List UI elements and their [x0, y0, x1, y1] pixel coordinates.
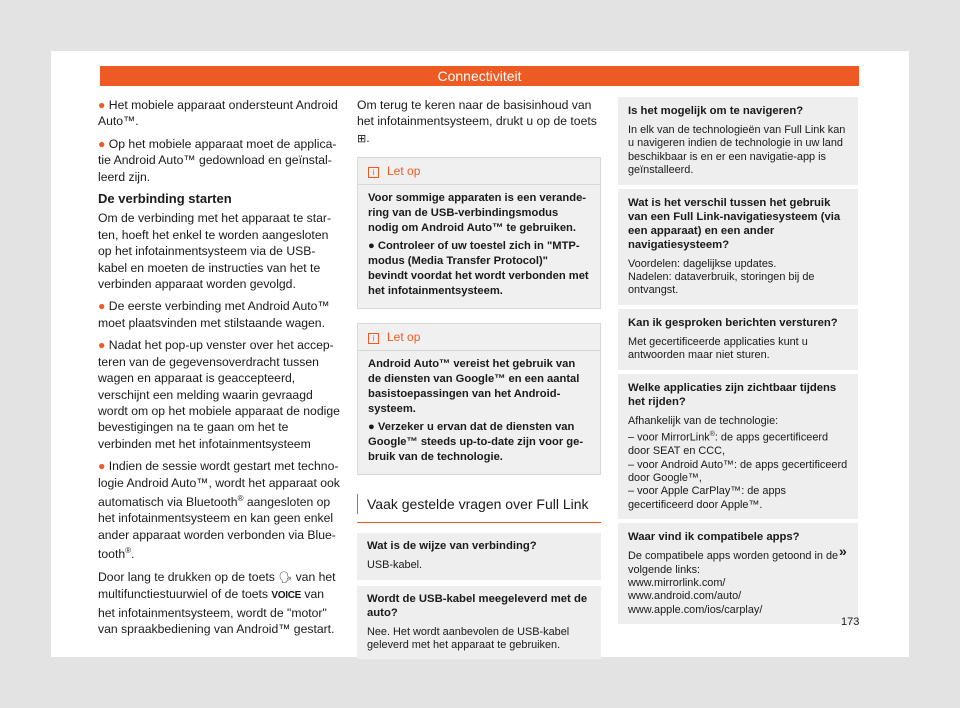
- faq-title-underline: [357, 522, 601, 523]
- faq-title: Vaak gestelde vragen over Full Link: [357, 494, 601, 514]
- paragraph-connect: Om de verbinding met het apparaat te starten, hoeft het enkel te worden aangesloten op het infotainmentsysteem via de USB-kabel en moeten de instructies van het te verbinden apparaat worden gevolgd.: [98, 211, 332, 292]
- faq-item: Wordt de USB-kabel meegeleverd met de auto? Nee. Het wordt aanbevolen de USB-kabel geleverd met het apparaat te gebruiken.: [357, 586, 601, 660]
- note-body: Voor sommige apparaten is een verandering van de USB-verbindingsmodus nodig om Android Auto™ te gebruiken. ● Controleer of uw toestel zich in "MTP-modus (Media Transfer Protocol)" bevindt voordat het wordt verbonden met het infotainmentsysteem.: [368, 192, 589, 298]
- subheading-start-connection: De verbinding starten: [98, 191, 232, 207]
- bullet-popup: ● Nadat het pop-up venster over het accepteren van de gegevensoverdracht tussen wagen en apparaat is geaccepteerd, verschijnt een melding waarin gevraagd wordt om op het mobiele apparaat de nodige bevestigingen na te gaan om het te verbinden met het infotainmentsysteem: [98, 338, 340, 451]
- note-box-usb-mode: [357, 157, 601, 309]
- link-android-auto: www.android.com/auto/: [628, 590, 742, 603]
- manual-page: [51, 51, 909, 657]
- section-header: Connectiviteit: [100, 66, 859, 86]
- bullet-icon: ●: [98, 299, 106, 314]
- bullet-icon: ●: [98, 136, 106, 151]
- voice-key-icon: 🗣: [278, 571, 293, 584]
- info-icon: i: [368, 333, 379, 344]
- continue-arrow: »: [839, 543, 847, 559]
- bullet-app-installed: ● Op het mobiele apparaat moet de applicatie Android Auto™ gedownload en geïnstalleerd zijn.: [98, 136, 337, 184]
- bullet-icon: ●: [98, 459, 106, 474]
- left-column: [98, 97, 340, 643]
- note-header: i Let op: [358, 158, 600, 185]
- note-header: i Let op: [358, 324, 600, 351]
- paragraph-return: Om terug te keren naar de basisinhoud van het infotainmentsysteem, drukt u op de toets ⊞.: [357, 98, 597, 145]
- link-apple-carplay: www.apple.com/ios/carplay/: [628, 603, 763, 616]
- middle-column: [357, 97, 601, 665]
- link-mirrorlink: www.mirrorlink.com/: [628, 576, 726, 589]
- note-body: Android Auto™ vereist het gebruik van de diensten van Google™ en een aantal basistoepassingen van het Android-systeem. ● Verzeker u ervan dat de diensten van Google™ steeds up-to-date zijn voor gebruik van de technologie.: [368, 358, 584, 464]
- right-column: [618, 97, 858, 628]
- bullet-first-connection: ● De eerste verbinding met Android Auto™ moet plaatsvinden met stilstaande wagen.: [98, 299, 330, 330]
- faq-item: Welke applicaties zijn zichtbaar tijdens het rijden? Afhankelijk van de technologie: – voor MirrorLink®: de apps gecertificeerd door SEAT en CCC, – voor Android Auto™: de apps gecertificeerd door Google™, – voor Apple CarPlay™: de apps gecertificeerd door Apple™.: [618, 374, 858, 519]
- bullet-bluetooth: ● Indien de sessie wordt gestart met technologie Android Auto™, wordt het apparaat ook automatisch via Bluetooth® aangesloten op het infotainmentsysteem en kan geen enkel ander apparaat worden verbonden via Bluetooth®.: [98, 459, 340, 562]
- faq-item: Wat is de wijze van verbinding? USB-kabel.: [357, 533, 601, 579]
- note-box-google-services: [357, 323, 601, 475]
- home-key-icon: ⊞: [357, 132, 367, 145]
- faq-item: Waar vind ik compatibele apps? De compatibele apps worden getoond in de volgende links: www.mirrorlink.com/ www.android.com/auto/ www.apple.com/ios/carplay/: [618, 523, 858, 624]
- bullet-icon: ●: [98, 338, 106, 353]
- bullet-icon: ●: [98, 98, 106, 112]
- page-number: 173: [841, 616, 860, 628]
- paragraph-voice: Door lang te drukken op de toets 🗣 van het multifunctiestuurwiel of de toets VOICE van het infotainmentsysteem, wordt de "motor" van spraakbediening van Android™ gestart.: [98, 569, 336, 636]
- faq-item: Kan ik gesproken berichten versturen? Met gecertificeerde applicaties kunt u antwoorden maar niet sturen.: [618, 309, 858, 370]
- faq-item: Is het mogelijk om te navigeren? In elk van de technologieën van Full Link kan u navigeren indien de technologie in uw land beschikbaar is en er een navigatie-app is geïnstalleerd.: [618, 97, 858, 185]
- bullet-android-auto-support: ● Het mobiele apparaat ondersteunt Android Auto™.: [98, 98, 338, 129]
- info-icon: i: [368, 167, 379, 178]
- voice-button-label: VOICE: [271, 590, 302, 602]
- faq-item: Wat is het verschil tussen het gebruik van een Full Link-navigatiesysteem (via een apparaat) en een ander navigatiesysteem? Voordelen: dagelijkse updates. Nadelen: dataverbruik, storingen bij de ontvangst.: [618, 189, 858, 305]
